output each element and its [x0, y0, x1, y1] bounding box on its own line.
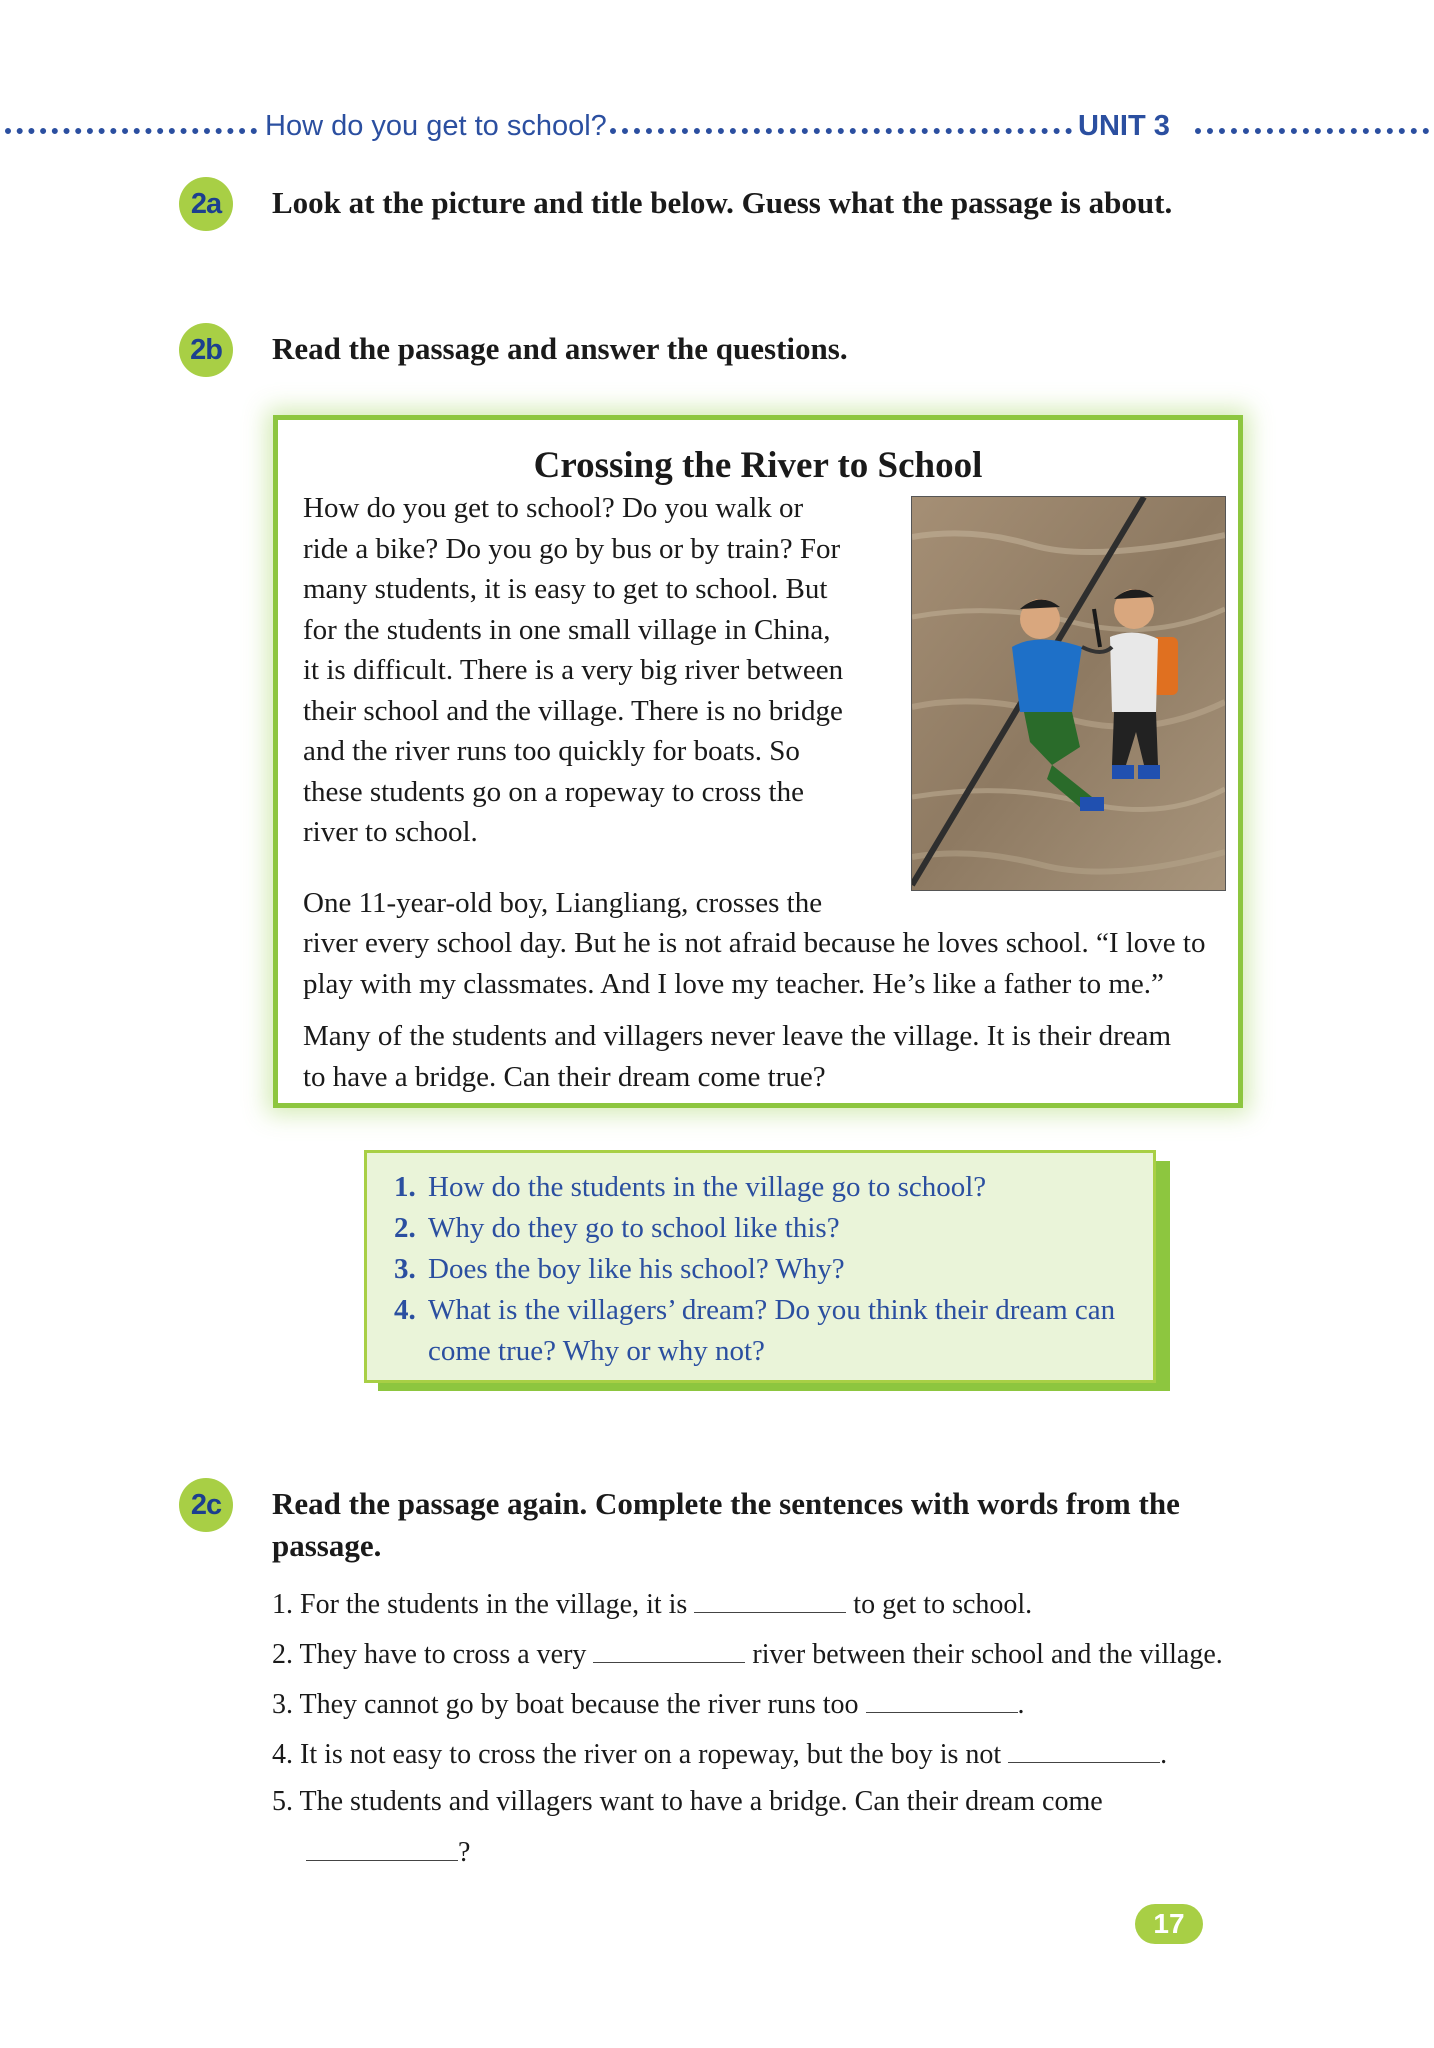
passage-paragraph-1 [303, 488, 903, 853]
header-dots-left [5, 128, 257, 134]
fill-in-sentence [272, 1786, 1103, 1818]
header-dots-right [1195, 128, 1429, 134]
question-text: Why do they go to school like this? [428, 1212, 840, 1244]
ropeway-photo [911, 496, 1226, 891]
question-text: come true? Why or why not? [428, 1335, 765, 1367]
questions-box [364, 1150, 1156, 1383]
sentence-number: 2. [272, 1639, 293, 1670]
header-unit: UNIT 3 [1078, 110, 1170, 142]
question-text: What is the villagers’ dream? Do you think their dream can [428, 1294, 1116, 1326]
answer-blank[interactable] [593, 1636, 745, 1663]
passage-line: river to school. [303, 816, 478, 848]
sentence-text-after: ? [458, 1837, 471, 1868]
question-number: 1. [394, 1171, 416, 1203]
passage-line: it is difficult. There is a very big river between [303, 654, 844, 686]
instruction-2a: Look at the picture and title below. Guess what the passage is about. [272, 185, 1173, 220]
instruction-2b: Read the passage and answer the questions. [272, 331, 848, 366]
reading-passage-box [273, 415, 1243, 1108]
fill-in-sentence [272, 1586, 1032, 1621]
sentence-text-before: They cannot go by boat because the river runs too [299, 1689, 859, 1720]
answer-blank[interactable] [694, 1586, 846, 1613]
fill-in-sentence [272, 1686, 1025, 1721]
header-dots-middle [610, 128, 1072, 134]
passage-line: their school and the village. There is no bridge [303, 694, 843, 727]
answer-blank[interactable] [866, 1686, 1018, 1713]
passage-paragraph-2-first: One 11-year-old boy, Liangliang, crosses the [303, 887, 823, 919]
passage-line: and the river runs too quickly for boats. So [303, 735, 800, 767]
question-number: 2. [394, 1212, 416, 1244]
passage-line: many students, it is easy to get to school. But [303, 573, 828, 605]
question-number: 3. [394, 1253, 416, 1285]
sentence-text-before: For the students in the village, it is [300, 1589, 688, 1620]
sentence-text-before: They have to cross a very [299, 1639, 587, 1670]
passage-line: to have a bridge. Can their dream come true? [303, 1060, 826, 1093]
section-badge-2b: 2b [179, 323, 233, 377]
sentence-number: 4. [272, 1739, 293, 1770]
sentence-text-after: river between their school and the village. [752, 1639, 1223, 1670]
question-number: 4. [394, 1294, 416, 1326]
fill-in-sentence [272, 1636, 1223, 1671]
fill-in-sentence [272, 1736, 1167, 1771]
passage-line: for the students in one small village in China, [303, 613, 831, 646]
passage-line: play with my classmates. And I love my teacher. He’s like a father to me.” [303, 967, 1164, 1000]
sentence-text-before: It is not easy to cross the river on a ropeway, but the boy is not [300, 1739, 1002, 1770]
ropeway-illustration [912, 497, 1225, 890]
fill-in-sentence-continued [306, 1834, 470, 1869]
instruction-2c-line1: Read the passage again. Complete the sentences with words from the [272, 1486, 1180, 1521]
sentence-number: 1. [272, 1589, 293, 1620]
question-text: Does the boy like his school? Why? [428, 1253, 845, 1285]
passage-line: How do you get to school? Do you walk or [303, 492, 804, 524]
sentence-text-after: . [1160, 1739, 1168, 1770]
passage-line: these students go on a ropeway to cross the [303, 775, 804, 808]
passage-line: river every school day. But he is not afraid because he loves school. “I love to [303, 927, 1206, 959]
sentence-text-after: . [1017, 1689, 1025, 1720]
page-header [0, 110, 1434, 150]
page-number: 17 [1135, 1904, 1203, 1944]
passage-line: ride a bike? Do you go by bus or by train? For [303, 532, 841, 565]
instruction-2c-line2: passage. [272, 1528, 382, 1563]
sentence-number: 3. [272, 1689, 293, 1720]
header-title: How do you get to school? [265, 110, 607, 142]
question-text: How do the students in the village go to school? [428, 1171, 987, 1203]
passage-line: Many of the students and villagers never leave the village. It is their dream [303, 1020, 1172, 1052]
passage-title: Crossing the River to School [533, 445, 983, 486]
answer-blank[interactable] [1008, 1736, 1160, 1763]
passage-paragraph-3 [303, 1016, 1233, 1097]
section-badge-2a: 2a [179, 177, 233, 231]
passage-paragraph-2-rest [303, 923, 1233, 1004]
answer-blank[interactable] [306, 1834, 458, 1861]
sentence-text-before: The students and villagers want to have a bridge. Can their dream come [299, 1786, 1103, 1817]
sentence-text-after: to get to school. [853, 1589, 1033, 1620]
sentence-number: 5. [272, 1786, 293, 1817]
section-badge-2c: 2c [179, 1478, 233, 1532]
